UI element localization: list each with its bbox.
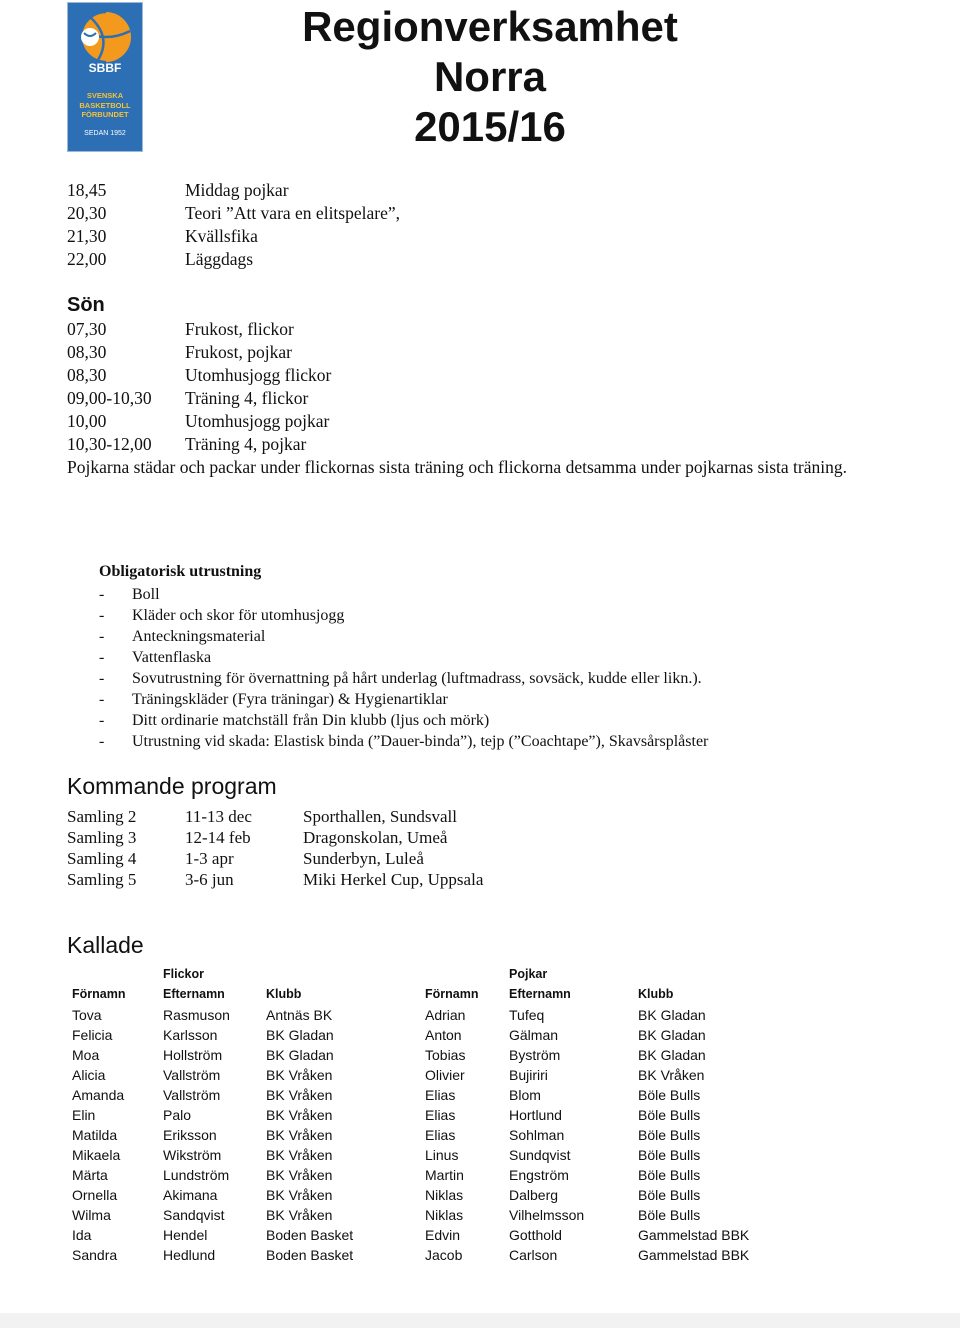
equipment-heading: Obligatorisk utrustning [99, 563, 262, 580]
page-bottom-bar [0, 1313, 960, 1328]
program-heading: Kommande program [67, 773, 277, 799]
schedule-row: 22,00 Läggdags [67, 249, 254, 269]
column-header: Förnamn [72, 987, 126, 1001]
table-row: Märta Lundström BK Vråken Martin Engström Böle Bulls [72, 1167, 701, 1183]
table-row: Elin Palo BK Vråken Elias Hortlund Böle Bulls [72, 1107, 701, 1123]
schedule-row: 08,30 Frukost, pojkar [67, 342, 292, 362]
cleanup-note: Pojkarna städar och packar under flickornas sista träning och flickorna detsamma under pojkarnas sista träning. [67, 457, 847, 477]
table-row: Felicia Karlsson BK Gladan Anton Gälman BK Gladan [72, 1027, 706, 1043]
logo-org-name: SVENSKA BASKETBOLL FÖRBUNDET [79, 91, 131, 119]
table-row: Tova Rasmuson Antnäs BK Adrian Tufeq BK Gladan [72, 1007, 706, 1023]
table-row: Mikaela Wikström BK Vråken Linus Sundqvist Böle Bulls [72, 1147, 701, 1163]
program-row: Samling 2 11-13 dec Sporthallen, Sundsvall [67, 807, 457, 826]
page-title: Regionverksamhet Norra 2015/16 [302, 3, 678, 150]
program-row: Samling 3 12-14 feb Dragonskolan, Umeå [67, 828, 448, 847]
equipment-item: - Träningskläder (Fyra träningar) & Hygienartiklar [99, 691, 448, 708]
table-row: Alicia Vallström BK Vråken Olivier Bujiriri BK Vråken [72, 1067, 705, 1083]
equipment-item: - Boll [99, 586, 160, 603]
schedule-row: 08,30 Utomhusjogg flickor [67, 365, 332, 385]
schedule-row: 09,00-10,30 Träning 4, flickor [67, 388, 309, 408]
sbbf-logo [67, 2, 143, 152]
sunday-heading: Sön [67, 294, 105, 316]
equipment-item: - Anteckningsmaterial [99, 628, 266, 645]
basketball-icon [76, 9, 134, 67]
schedule-row: 10,30-12,00 Träning 4, pojkar [67, 434, 307, 454]
table-row: Amanda Vallström BK Vråken Elias Blom Böle Bulls [72, 1087, 701, 1103]
column-header: Förnamn [425, 987, 479, 1001]
equipment-item: - Vattenflaska [99, 649, 212, 666]
logo-since: SEDAN 1952 [84, 130, 126, 137]
column-header: Efternamn [509, 987, 571, 1001]
table-row: Moa Hollström BK Gladan Tobias Byström BK Gladan [72, 1047, 706, 1063]
program-row: Samling 4 1-3 apr Sunderbyn, Luleå [67, 849, 424, 868]
equipment-item: - Utrustning vid skada: Elastisk binda (”Dauer-binda”), tejp (”Coachtape”), Skavsårsplåster [99, 733, 709, 750]
equipment-item: - Kläder och skor för utomhusjogg [99, 607, 345, 624]
column-header: Efternamn [163, 987, 225, 1001]
table-row: Ida Hendel Boden Basket Edvin Gotthold Gammelstad BBK [72, 1227, 750, 1243]
schedule-row: 10,00 Utomhusjogg pojkar [67, 411, 330, 431]
table-row: Wilma Sandqvist BK Vråken Niklas Vilhelmsson Böle Bulls [72, 1207, 701, 1223]
roster-heading: Kallade [67, 932, 144, 958]
equipment-item: - Sovutrustning för övernattning på hårt underlag (luftmadrass, sovsäck, kudde eller likn.). [99, 670, 702, 687]
girls-group-label: Flickor [163, 967, 204, 981]
logo-abbr: SBBF [88, 61, 122, 75]
table-row: Sandra Hedlund Boden Basket Jacob Carlson Gammelstad BBK [72, 1247, 750, 1263]
schedule-row: 18,45 Middag pojkar [67, 180, 289, 200]
schedule-row: 21,30 Kvällsfika [67, 226, 258, 246]
program-row: Samling 5 3-6 jun Miki Herkel Cup, Uppsala [67, 870, 484, 889]
table-row: Ornella Akimana BK Vråken Niklas Dalberg Böle Bulls [72, 1187, 701, 1203]
schedule-row: 20,30 Teori ”Att vara en elitspelare”, [67, 203, 400, 223]
equipment-item: - Ditt ordinarie matchställ från Din klubb (ljus och mörk) [99, 712, 490, 729]
boys-group-label: Pojkar [509, 967, 548, 981]
column-header: Klubb [266, 987, 302, 1001]
schedule-row: 07,30 Frukost, flickor [67, 319, 294, 339]
table-row: Matilda Eriksson BK Vråken Elias Sohlman Böle Bulls [72, 1127, 701, 1143]
column-header: Klubb [638, 987, 674, 1001]
